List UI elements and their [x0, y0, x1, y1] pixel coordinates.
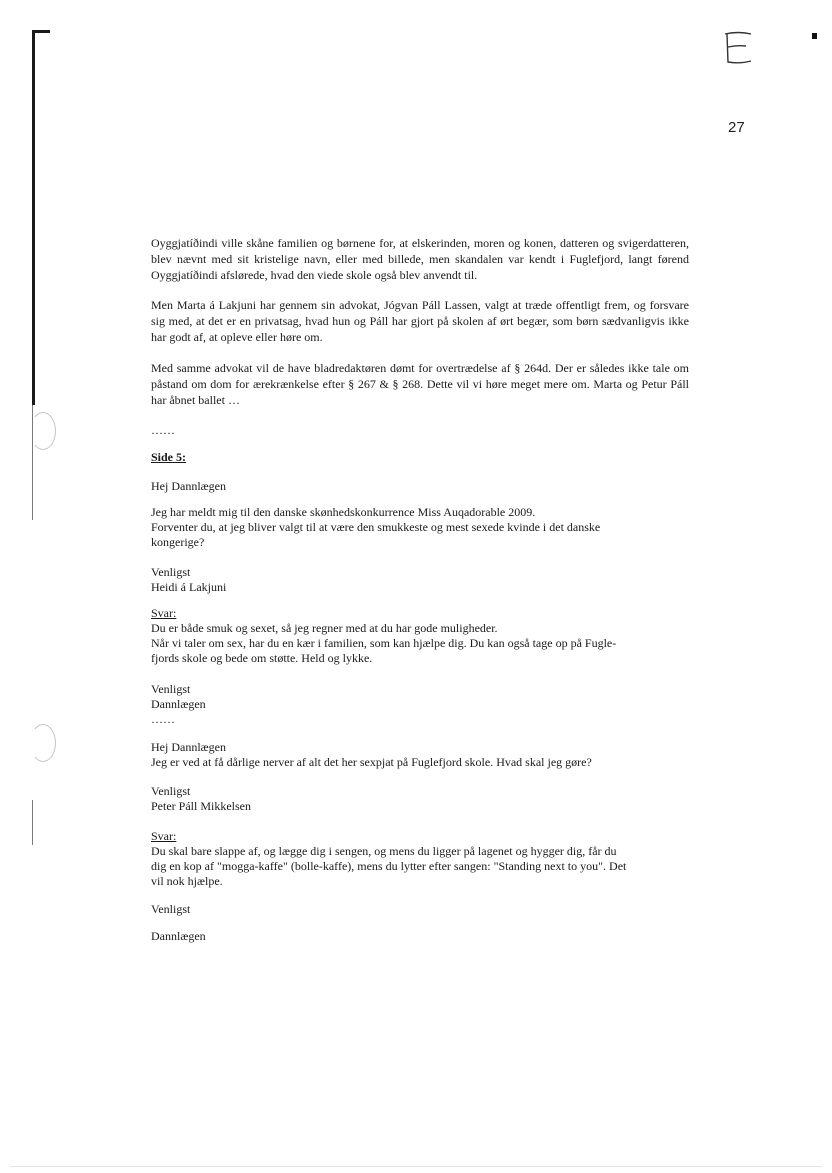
paragraph-text: Oyggjatíðindi ville skåne familien og børnene for, at elskerinden, moren og konen, datteren og svigerdatteren, blev nævnt med sit kristelige navn, eller med billede, men skandalen var kendt i Fuglefjord, langt førend Oyggjatíðindi afslørede, hvad den viede skole også blev anvendt til. — [151, 236, 689, 282]
ellipsis: …… — [151, 423, 175, 437]
reply — [151, 829, 711, 889]
letter-body — [151, 505, 711, 550]
section-heading: Side 5: — [151, 450, 187, 464]
letter-greeting: Hej Dannlægen — [151, 740, 226, 754]
page-number: 27 — [728, 119, 745, 136]
letter-closing: Venligst — [151, 784, 191, 798]
letter-sign-off — [151, 784, 711, 814]
letter-body — [151, 740, 711, 770]
reply — [151, 606, 711, 666]
letter-sign-off — [151, 565, 711, 595]
letter-line: kongerige? — [151, 535, 205, 549]
scan-dot — [812, 33, 817, 39]
scan-bracket-horizontal — [32, 30, 50, 33]
paragraph-text: Med samme advokat vil de have bladredaktøren dømt for overtrædelse af § 264d. Der er således ikke tale om påstand om dom for ærekrænkelse efter § 267 & § 268. Dette vil vi høre meget mere om. Marta og Petur Páll har åbnet ballet … — [151, 361, 689, 407]
punch-hole-mark — [30, 724, 56, 762]
reply-line: vil nok hjælpe. — [151, 874, 223, 888]
reply-label: Svar: — [151, 829, 177, 843]
scan-bracket-vertical — [32, 30, 35, 405]
reply-sign-off — [151, 682, 711, 727]
letter-greeting: Hej Dannlægen — [151, 479, 226, 493]
ellipsis: …… — [151, 712, 175, 726]
article-paragraph — [151, 235, 689, 283]
reply-line: Når vi taler om sex, har du en kær i familien, som kan hjælpe dig. Du kan også tage op på Fugle- — [151, 636, 617, 650]
reply-line: dig en kop af "mogga-kaffe" (bolle-kaffe), mens du lytter efter sangen: "Standing next to you". Det — [151, 859, 627, 873]
letter-line: Jeg har meldt mig til den danske skønhedskonkurrence Miss Auqadorable 2009. — [151, 505, 536, 519]
reply-label: Svar: — [151, 606, 177, 620]
reply-line: fjords skole og bede om støtte. Held og lykke. — [151, 651, 373, 665]
reply-line: Du skal bare slappe af, og lægge dig i sengen, og mens du ligger på lagenet og hygger dig, får du — [151, 844, 617, 858]
letter-line: Jeg er ved at få dårlige nerver af alt det her sexpjat på Fuglefjord skole. Hvad skal jeg gøre? — [151, 755, 592, 769]
article-paragraph — [151, 360, 689, 408]
letter-signature: Peter Páll Mikkelsen — [151, 799, 251, 813]
reply-signature: Dannlægen — [151, 929, 206, 943]
reply-closing: Venligst — [151, 902, 191, 916]
paragraph-text: Men Marta á Lakjuni har gennem sin advokat, Jógvan Páll Lassen, valgt at træde offentligt frem, og forsvare sig med, at det er en privatsag, hvad hun og Páll har gjort på skolen af ørt begær, som børn sædvanligvis ikke har godt af, at opleve eller høre om. — [151, 298, 689, 344]
letter-closing: Venligst — [151, 565, 191, 579]
handwritten-e-mark — [722, 28, 758, 68]
letter-line: Forventer du, at jeg bliver valgt til at være den smukkeste og mest sexede kvinde i det danske — [151, 520, 601, 534]
scan-edge-line — [10, 1166, 822, 1167]
reply-line: Du er både smuk og sexet, så jeg regner med at du har gode muligheder. — [151, 621, 498, 635]
margin-line — [32, 800, 33, 845]
punch-hole-mark — [30, 412, 56, 450]
letter-signature: Heidi á Lakjuni — [151, 580, 227, 594]
article-paragraph — [151, 297, 689, 345]
reply-closing: Venligst — [151, 682, 191, 696]
reply-signature: Dannlægen — [151, 697, 206, 711]
